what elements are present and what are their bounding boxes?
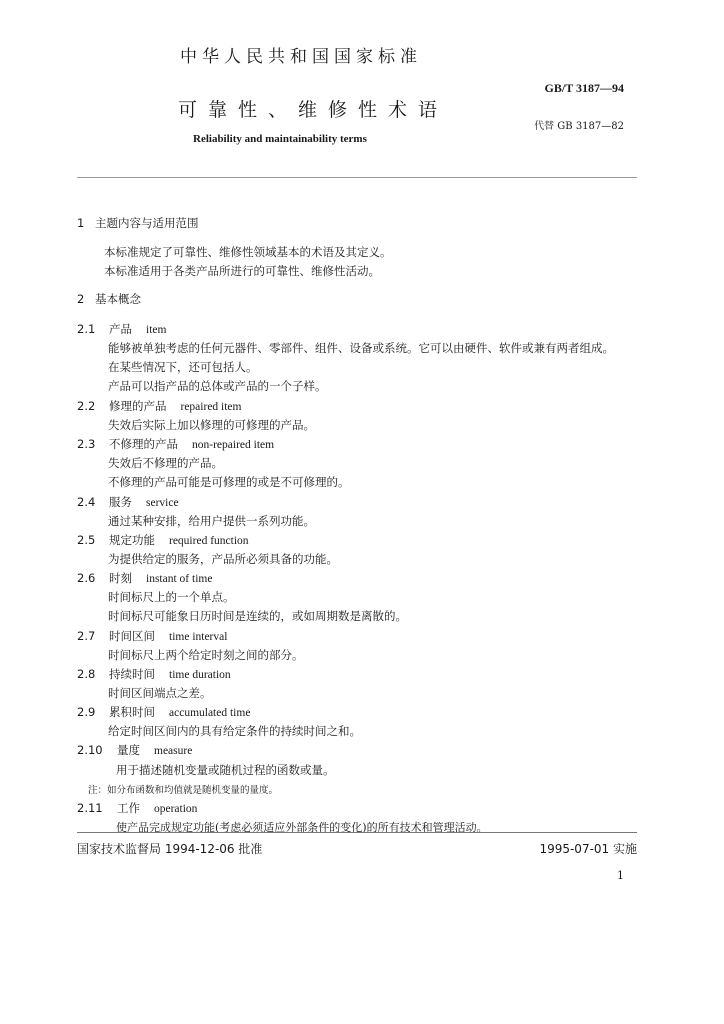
- definition: 用于描述随机变量或随机过程的函数或量。: [116, 763, 335, 777]
- term-number: 2.10: [77, 743, 103, 757]
- standard-code: GB/T 3187—94: [544, 81, 624, 95]
- definition: 在某些情况下，还可包括人。: [108, 360, 258, 374]
- term-2-7: [77, 627, 227, 647]
- page-number: 1: [617, 869, 624, 882]
- definition: 时间标尺可能象日历时间是连续的，或如周期数是离散的。: [108, 609, 407, 623]
- term-2-2: [77, 397, 241, 417]
- term-2-5: [77, 531, 249, 551]
- section-title: 主题内容与适用范围: [95, 216, 199, 230]
- document-title-cn: 可靠性、维修性术语: [178, 99, 449, 121]
- term-en: repaired item: [180, 401, 242, 413]
- term-number: 2.2: [77, 399, 96, 413]
- term-number: 2.8: [77, 667, 96, 681]
- term-en: required function: [169, 535, 249, 547]
- term-number: 2.7: [77, 629, 96, 643]
- term-en: measure: [154, 745, 193, 757]
- definition: 失效后不修理的产品。: [108, 456, 223, 470]
- term-cn: 时间区间: [109, 629, 155, 643]
- term-number: 2.5: [77, 533, 96, 547]
- definition: 时间标尺上的一个单点。: [108, 590, 235, 604]
- term-cn: 时刻: [109, 571, 132, 585]
- section-2-heading: [77, 291, 141, 307]
- replaces-note: 代替 GB 3187—82: [534, 121, 624, 132]
- term-en: service: [146, 497, 179, 509]
- definition: 通过某种安排，给用户提供一系列功能。: [108, 514, 315, 528]
- term-2-10: [77, 741, 192, 761]
- term-number: 2.1: [77, 322, 96, 336]
- definition: 时间标尺上两个给定时刻之间的部分。: [108, 648, 304, 662]
- definition: 失效后实际上加以修理的可修理的产品。: [108, 418, 315, 432]
- paragraph: 本标准适用于各类产品所进行的可靠性、维修性活动。: [104, 264, 380, 278]
- term-number: 2.9: [77, 705, 96, 719]
- term-cn: 产品: [109, 322, 132, 336]
- term-cn: 不修理的产品: [109, 437, 178, 451]
- national-standard-label: 中华人民共和国国家标准: [180, 47, 422, 67]
- term-cn: 累积时间: [109, 705, 155, 719]
- paragraph: 本标准规定了可靠性、维修性领域基本的术语及其定义。: [104, 245, 392, 259]
- definition: 能够被单独考虑的任何元器件、零部件、组件、设备或系统。它可以由硬件、软件或兼有两者组成。: [108, 341, 614, 355]
- definition: 使产品完成规定功能(考虑必须适应外部条件的变化)的所有技术和管理活动。: [116, 821, 488, 834]
- term-2-8: [77, 665, 231, 685]
- term-cn: 规定功能: [109, 533, 155, 547]
- term-cn: 工作: [117, 801, 140, 815]
- implementation-date: 1995-07-01 实施: [539, 842, 637, 856]
- term-2-11: [77, 799, 197, 819]
- term-number: 2.3: [77, 437, 96, 451]
- term-en: item: [146, 324, 167, 336]
- term-2-4: [77, 493, 179, 513]
- term-en: accumulated time: [169, 707, 251, 719]
- term-number: 2.4: [77, 495, 96, 509]
- section-number: 1: [77, 216, 85, 230]
- term-cn: 持续时间: [109, 667, 155, 681]
- section-1-heading: [77, 215, 199, 231]
- term-en: time interval: [169, 631, 228, 643]
- section-number: 2: [77, 292, 85, 306]
- definition: 不修理的产品可能是可修理的或是不可修理的。: [108, 475, 350, 489]
- footer-divider: [77, 832, 637, 833]
- definition: 时间区间端点之差。: [108, 686, 212, 700]
- term-en: time duration: [169, 669, 231, 681]
- term-cn: 修理的产品: [109, 399, 167, 413]
- term-en: non-repaired item: [192, 439, 275, 451]
- term-2-9: [77, 703, 250, 723]
- section-title: 基本概念: [95, 292, 141, 306]
- term-2-6: [77, 569, 212, 589]
- term-2-3: [77, 435, 274, 455]
- definition: 产品可以指产品的总体或产品的一个子样。: [108, 379, 327, 393]
- header-divider: [77, 177, 637, 178]
- note: 注：如分布函数和均值就是随机变量的量度。: [88, 785, 279, 796]
- definition: 给定时间区间内的具有给定条件的持续时间之和。: [108, 724, 361, 738]
- approval-date: 国家技术监督局 1994-12-06 批准: [77, 842, 263, 856]
- term-cn: 量度: [117, 743, 140, 757]
- term-en: operation: [154, 803, 198, 815]
- term-en: instant of time: [146, 573, 213, 585]
- document-title-en: Reliability and maintainability terms: [193, 133, 367, 145]
- term-2-1: [77, 320, 166, 340]
- definition: 为提供给定的服务，产品所必须具备的功能。: [108, 552, 338, 566]
- term-number: 2.6: [77, 571, 96, 585]
- term-number: 2.11: [77, 801, 103, 815]
- term-cn: 服务: [109, 495, 132, 509]
